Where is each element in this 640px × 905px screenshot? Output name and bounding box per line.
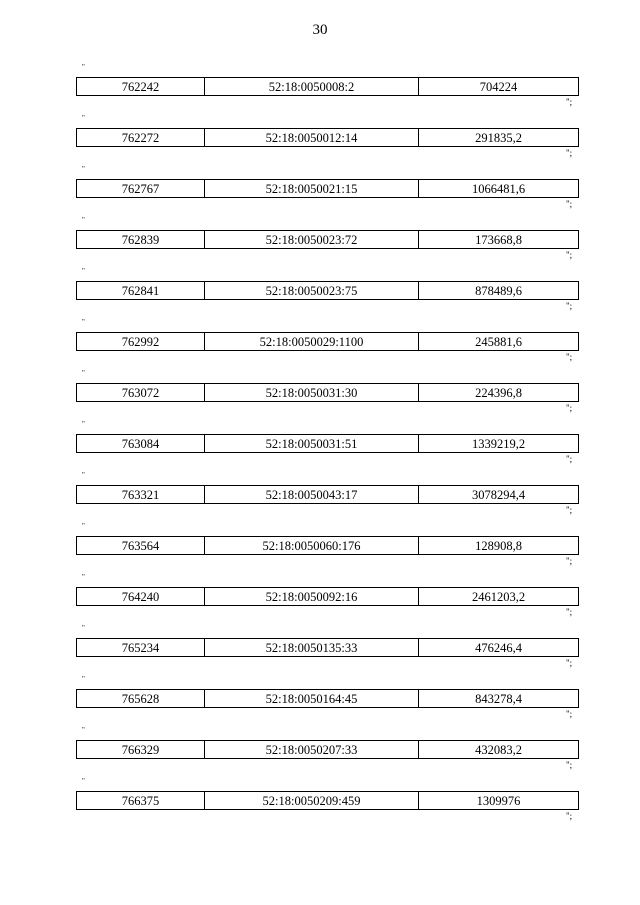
- table-row: [76, 128, 579, 147]
- table-row: [76, 536, 579, 555]
- table-row: [76, 179, 579, 198]
- open-quote: ": [82, 624, 85, 632]
- table-row: [76, 383, 579, 402]
- row-cadastral-cell: 52:18:0050023:72: [205, 231, 419, 248]
- row-value-cell: 2461203,2: [471, 589, 526, 604]
- row-value-cell: 224396,8: [475, 385, 522, 400]
- table-entry: [0, 111, 640, 162]
- row-cadastral-cell: 52:18:0050043:17: [205, 486, 419, 503]
- row-id-cell: 765628: [77, 690, 205, 707]
- close-quote: ";: [566, 556, 573, 566]
- open-quote: ": [82, 267, 85, 275]
- open-quote: ": [82, 522, 85, 530]
- row-cadastral-cell: 52:18:0050207:33: [205, 741, 419, 758]
- row-value-cell: 245881,6: [475, 334, 522, 349]
- table-entry: [0, 621, 640, 672]
- row-value-cell: 432083,2: [475, 742, 522, 757]
- table-row: [76, 281, 579, 300]
- open-quote: ": [82, 573, 85, 581]
- open-quote: ": [82, 675, 85, 683]
- row-value-cell: 1066481,6: [471, 181, 526, 196]
- row-cadastral-cell: 52:18:0050060:176: [205, 537, 419, 554]
- table-row: [76, 791, 579, 810]
- table-row: [76, 434, 579, 453]
- table-entry: [0, 366, 640, 417]
- row-cadastral-cell: 52:18:0050023:75: [205, 282, 419, 299]
- table-entry: [0, 723, 640, 774]
- row-cadastral-cell: 52:18:0050029:1100: [205, 333, 419, 350]
- row-id-cell: 765234: [77, 639, 205, 656]
- row-value-cell: 173668,8: [475, 232, 522, 247]
- row-value-cell: 843278,4: [475, 691, 522, 706]
- row-id-cell: 763072: [77, 384, 205, 401]
- table-entry: [0, 213, 640, 264]
- row-value-cell: 704224: [479, 79, 518, 94]
- page-number: 30: [312, 22, 328, 38]
- open-quote: ": [82, 420, 85, 428]
- table-row: [76, 740, 579, 759]
- close-quote: ";: [566, 505, 573, 515]
- open-quote: ": [82, 777, 85, 785]
- close-quote: ";: [566, 148, 573, 158]
- close-quote: ";: [566, 658, 573, 668]
- open-quote: ": [82, 114, 85, 122]
- table-entries: [0, 60, 640, 825]
- close-quote: ";: [566, 250, 573, 260]
- table-entry: [0, 60, 640, 111]
- table-entry: [0, 162, 640, 213]
- open-quote: ": [82, 369, 85, 377]
- row-id-cell: 766375: [77, 792, 205, 809]
- table-row: [76, 485, 579, 504]
- row-cadastral-cell: 52:18:0050031:51: [205, 435, 419, 452]
- close-quote: ";: [566, 301, 573, 311]
- close-quote: ";: [566, 607, 573, 617]
- close-quote: ";: [566, 709, 573, 719]
- row-cadastral-cell: 52:18:0050031:30: [205, 384, 419, 401]
- close-quote: ";: [566, 403, 573, 413]
- row-id-cell: 763084: [77, 435, 205, 452]
- row-id-cell: 762272: [77, 129, 205, 146]
- table-entry: [0, 672, 640, 723]
- row-id-cell: 762242: [77, 78, 205, 95]
- row-value-cell: 878489,6: [475, 283, 522, 298]
- row-id-cell: 763564: [77, 537, 205, 554]
- close-quote: ";: [566, 760, 573, 770]
- open-quote: ": [82, 318, 85, 326]
- table-entry: [0, 570, 640, 621]
- open-quote: ": [82, 165, 85, 173]
- row-id-cell: 763321: [77, 486, 205, 503]
- close-quote: ";: [566, 811, 573, 821]
- table-row: [76, 587, 579, 606]
- row-value-cell: 291835,2: [475, 130, 522, 145]
- row-value-cell: 1309976: [476, 793, 521, 808]
- table-entry: [0, 417, 640, 468]
- row-id-cell: 762839: [77, 231, 205, 248]
- open-quote: ": [82, 726, 85, 734]
- open-quote: ": [82, 63, 85, 71]
- row-id-cell: 766329: [77, 741, 205, 758]
- close-quote: ";: [566, 97, 573, 107]
- row-value-cell: 3078294,4: [471, 487, 526, 502]
- table-row: [76, 332, 579, 351]
- open-quote: ": [82, 216, 85, 224]
- row-cadastral-cell: 52:18:0050092:16: [205, 588, 419, 605]
- table-entry: [0, 264, 640, 315]
- table-row: [76, 77, 579, 96]
- table-entry: [0, 315, 640, 366]
- table-entry: [0, 774, 640, 825]
- table-row: [76, 230, 579, 249]
- row-cadastral-cell: 52:18:0050164:45: [205, 690, 419, 707]
- row-cadastral-cell: 52:18:0050008:2: [205, 78, 419, 95]
- close-quote: ";: [566, 199, 573, 209]
- row-id-cell: 764240: [77, 588, 205, 605]
- row-cadastral-cell: 52:18:0050135:33: [205, 639, 419, 656]
- row-id-cell: 762841: [77, 282, 205, 299]
- row-cadastral-cell: 52:18:0050012:14: [205, 129, 419, 146]
- row-value-cell: 128908,8: [475, 538, 522, 553]
- row-id-cell: 762992: [77, 333, 205, 350]
- table-entry: [0, 519, 640, 570]
- row-cadastral-cell: 52:18:0050021:15: [205, 180, 419, 197]
- row-value-cell: 476246,4: [475, 640, 522, 655]
- row-value-cell: 1339219,2: [471, 436, 526, 451]
- table-row: [76, 638, 579, 657]
- row-id-cell: 762767: [77, 180, 205, 197]
- close-quote: ";: [566, 454, 573, 464]
- table-entry: [0, 468, 640, 519]
- open-quote: ": [82, 471, 85, 479]
- row-cadastral-cell: 52:18:0050209:459: [205, 792, 419, 809]
- close-quote: ";: [566, 352, 573, 362]
- table-row: [76, 689, 579, 708]
